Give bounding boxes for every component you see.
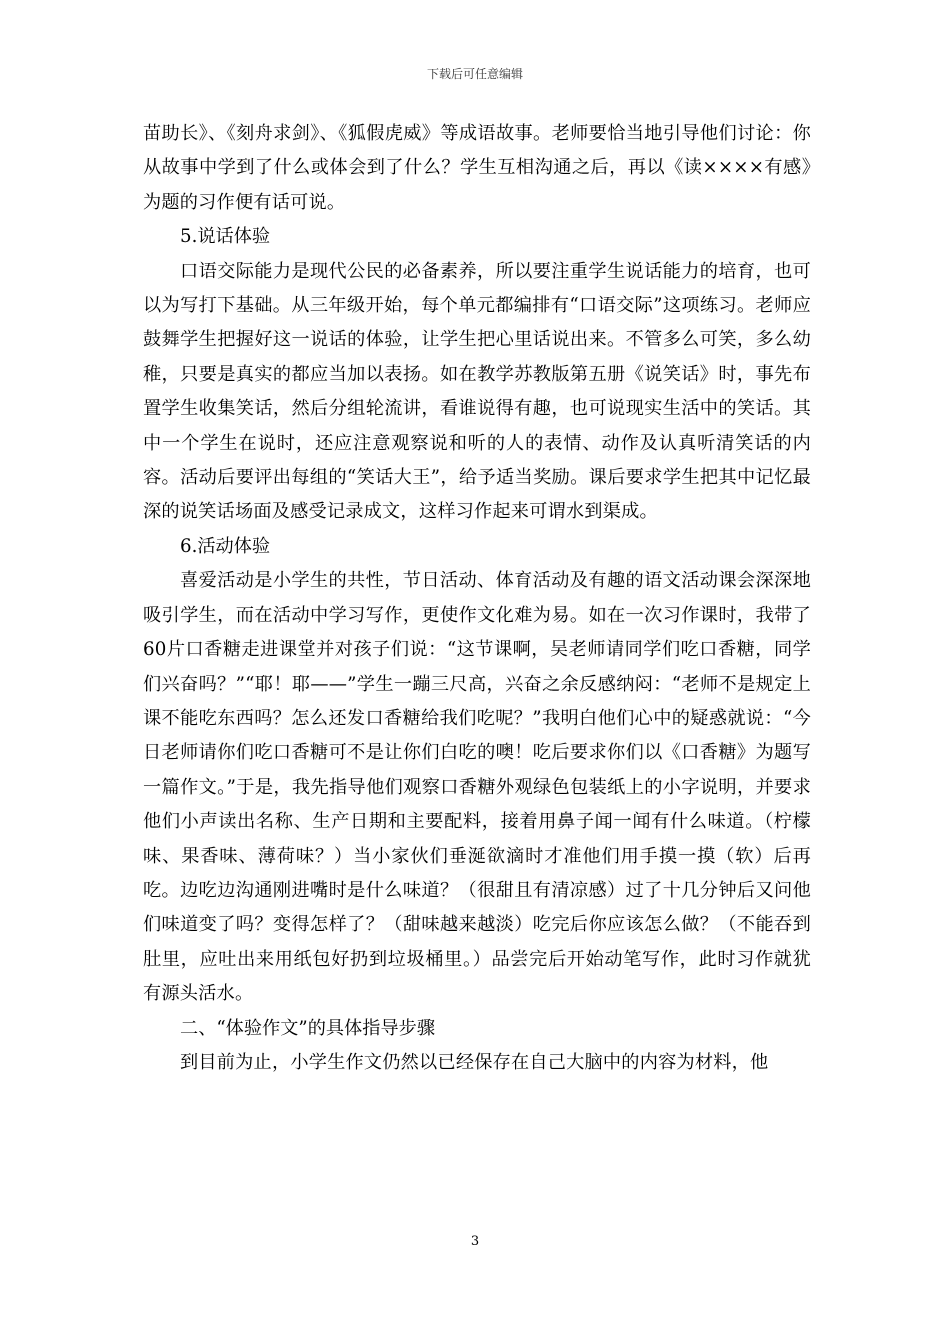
heading-section-two: 二、“体验作文”的具体指导步骤 <box>180 1017 436 1039</box>
paragraph-continuation: 苗助长》、《刻舟求剑》、《狐假虎威》等成语故事。老师要恰当地引导他们讨论：你从故事中学到了什么或体会到了什么？学生互相沟通之后，再以《读××××有感》为题的习作便有话可说。 <box>143 123 811 213</box>
heading-speaking-experience: 5.说话体验 <box>180 226 271 248</box>
heading-activity-experience: 6.活动体验 <box>180 535 271 557</box>
paragraph-speaking-experience: 口语交际能力是现代公民的必备素养，所以要注重学生说话能力的培育，也可以为写打下基础。从三年级开始，每个单元都编排有“口语交际”这项练习。老师应鼓舞学生把握好这一说话的体验，让学生把心里话说出来。不管多么可笑，多么幼稚，只要是真实的都应当加以表扬。如在教学苏教版第五册《说笑话》时，事先布置学生收集笑话，然后分组轮流讲，看谁说得有趣，也可说现实生活中的笑话。其中一个学生在说时，还应注意观察说和听的人的表情、动作及认真听清笑话的内容。活动后要评出每组的“笑话大王”，给予适当奖励。课后要求学生把其中记忆最深的说笑话场面及感受记录成文，这样习作起来可谓水到渠成。 <box>143 260 811 523</box>
page-number: 3 <box>470 1234 480 1249</box>
page-header: 下载后可任意编辑 <box>426 67 523 81</box>
document-body <box>143 117 811 1080</box>
paragraph-activity-experience: 喜爱活动是小学生的共性，节日活动、体育活动及有趣的语文活动课会深深地吸引学生，而在活动中学习写作，更使作文化难为易。如在一次习作课时，我带了60片口香糖走进课堂并对孩子们说：“这节课啊，吴老师请同学们吃口香糖，同学们兴奋吗？”“耶！耶——”学生一蹦三尺高，兴奋之余反感纳闷：“老师不是规定上课不能吃东西吗？怎么还发口香糖给我们吃呢？”我明白他们心中的疑惑就说：“今日老师请你们吃口香糖可不是让你们白吃的噢！吃后要求你们以《口香糖》为题写一篇作文。”于是，我先指导他们观察口香糖外观绿色包装纸上的小字说明，并要求他们小声读出名称、生产日期和主要配料，接着用鼻子闻一闻有什么味道。（柠檬味、果香味、薄荷味？）当小家伙们垂涎欲滴时才准他们用手摸一摸（软）后再吃。边吃边沟通刚进嘴时是什么味道？（很甜且有清凉感）过了十几分钟后又问他们味道变了吗？变得怎样了？（甜味越来越淡）吃完后你应该怎么做？（不能吞到肚里，应吐出来用纸包好扔到垃圾桶里。）品尝完后开始动笔写作，此时习作就犹有源头活水。 <box>143 570 811 1005</box>
paragraph-section-two: 到目前为止，小学生作文仍然以已经保存在自己大脑中的内容为材料，他 <box>180 1051 769 1073</box>
